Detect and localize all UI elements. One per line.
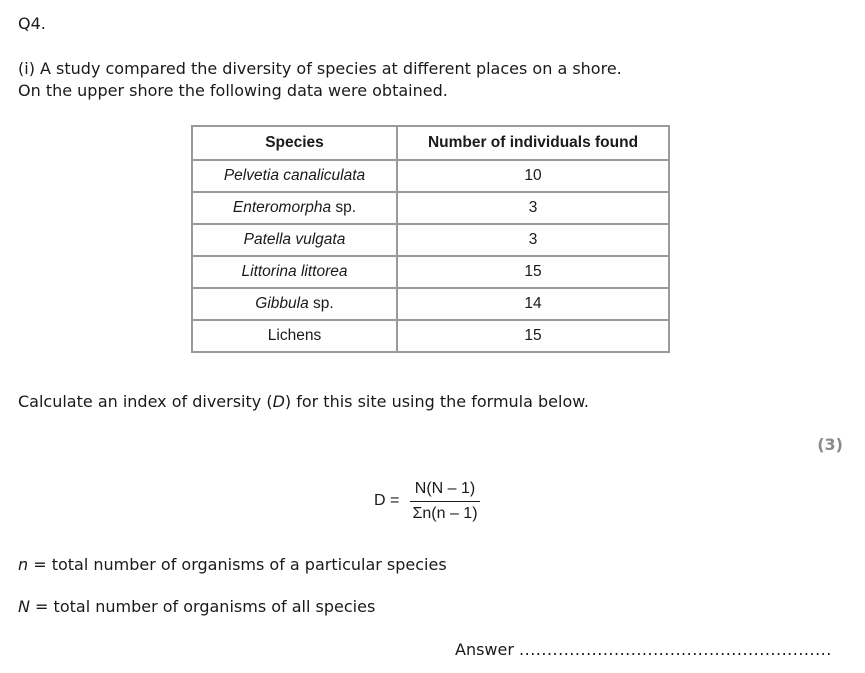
table-header-row: [192, 126, 669, 160]
species-table: [191, 125, 670, 353]
table-row: [192, 224, 669, 256]
species-count: 15: [397, 320, 669, 352]
species-count: 10: [397, 160, 669, 192]
species-count: 3: [397, 192, 669, 224]
formula-lhs: D =: [374, 492, 400, 509]
species-count: 14: [397, 288, 669, 320]
formula-denominator: Σn(n – 1): [412, 505, 478, 522]
intro-line-2: On the upper shore the following data were obtained.: [18, 81, 448, 100]
species-name: Pelvetia canaliculata: [192, 160, 397, 192]
header-count: Number of individuals found: [397, 126, 669, 160]
species-count: 3: [397, 224, 669, 256]
species-name: Littorina littorea: [192, 256, 397, 288]
calculate-instruction: Calculate an index of diversity (D) for this site using the formula below.: [18, 392, 589, 411]
intro-line-1: (i) A study compared the diversity of species at different places on a shore.: [18, 59, 622, 78]
table-row: [192, 160, 669, 192]
table-row: [192, 320, 669, 352]
species-name: Lichens: [192, 320, 397, 352]
formula-numerator: N(N – 1): [410, 480, 480, 502]
table-row: [192, 288, 669, 320]
species-name: Patella vulgata: [192, 224, 397, 256]
definition-n: n = total number of organisms of a particular species: [18, 555, 447, 574]
answer-line[interactable]: Answer ........................................................: [455, 640, 832, 659]
header-species: Species: [192, 126, 397, 160]
species-name: Gibbula sp.: [192, 288, 397, 320]
table-row: [192, 192, 669, 224]
species-count: 15: [397, 256, 669, 288]
formula-fraction: [410, 480, 480, 523]
definition-N: N = total number of organisms of all species: [18, 597, 376, 616]
table-row: [192, 256, 669, 288]
species-name: Enteromorpha sp.: [192, 192, 397, 224]
question-number: Q4.: [18, 14, 46, 33]
marks-label: (3): [817, 435, 843, 454]
question-intro: [18, 58, 622, 102]
